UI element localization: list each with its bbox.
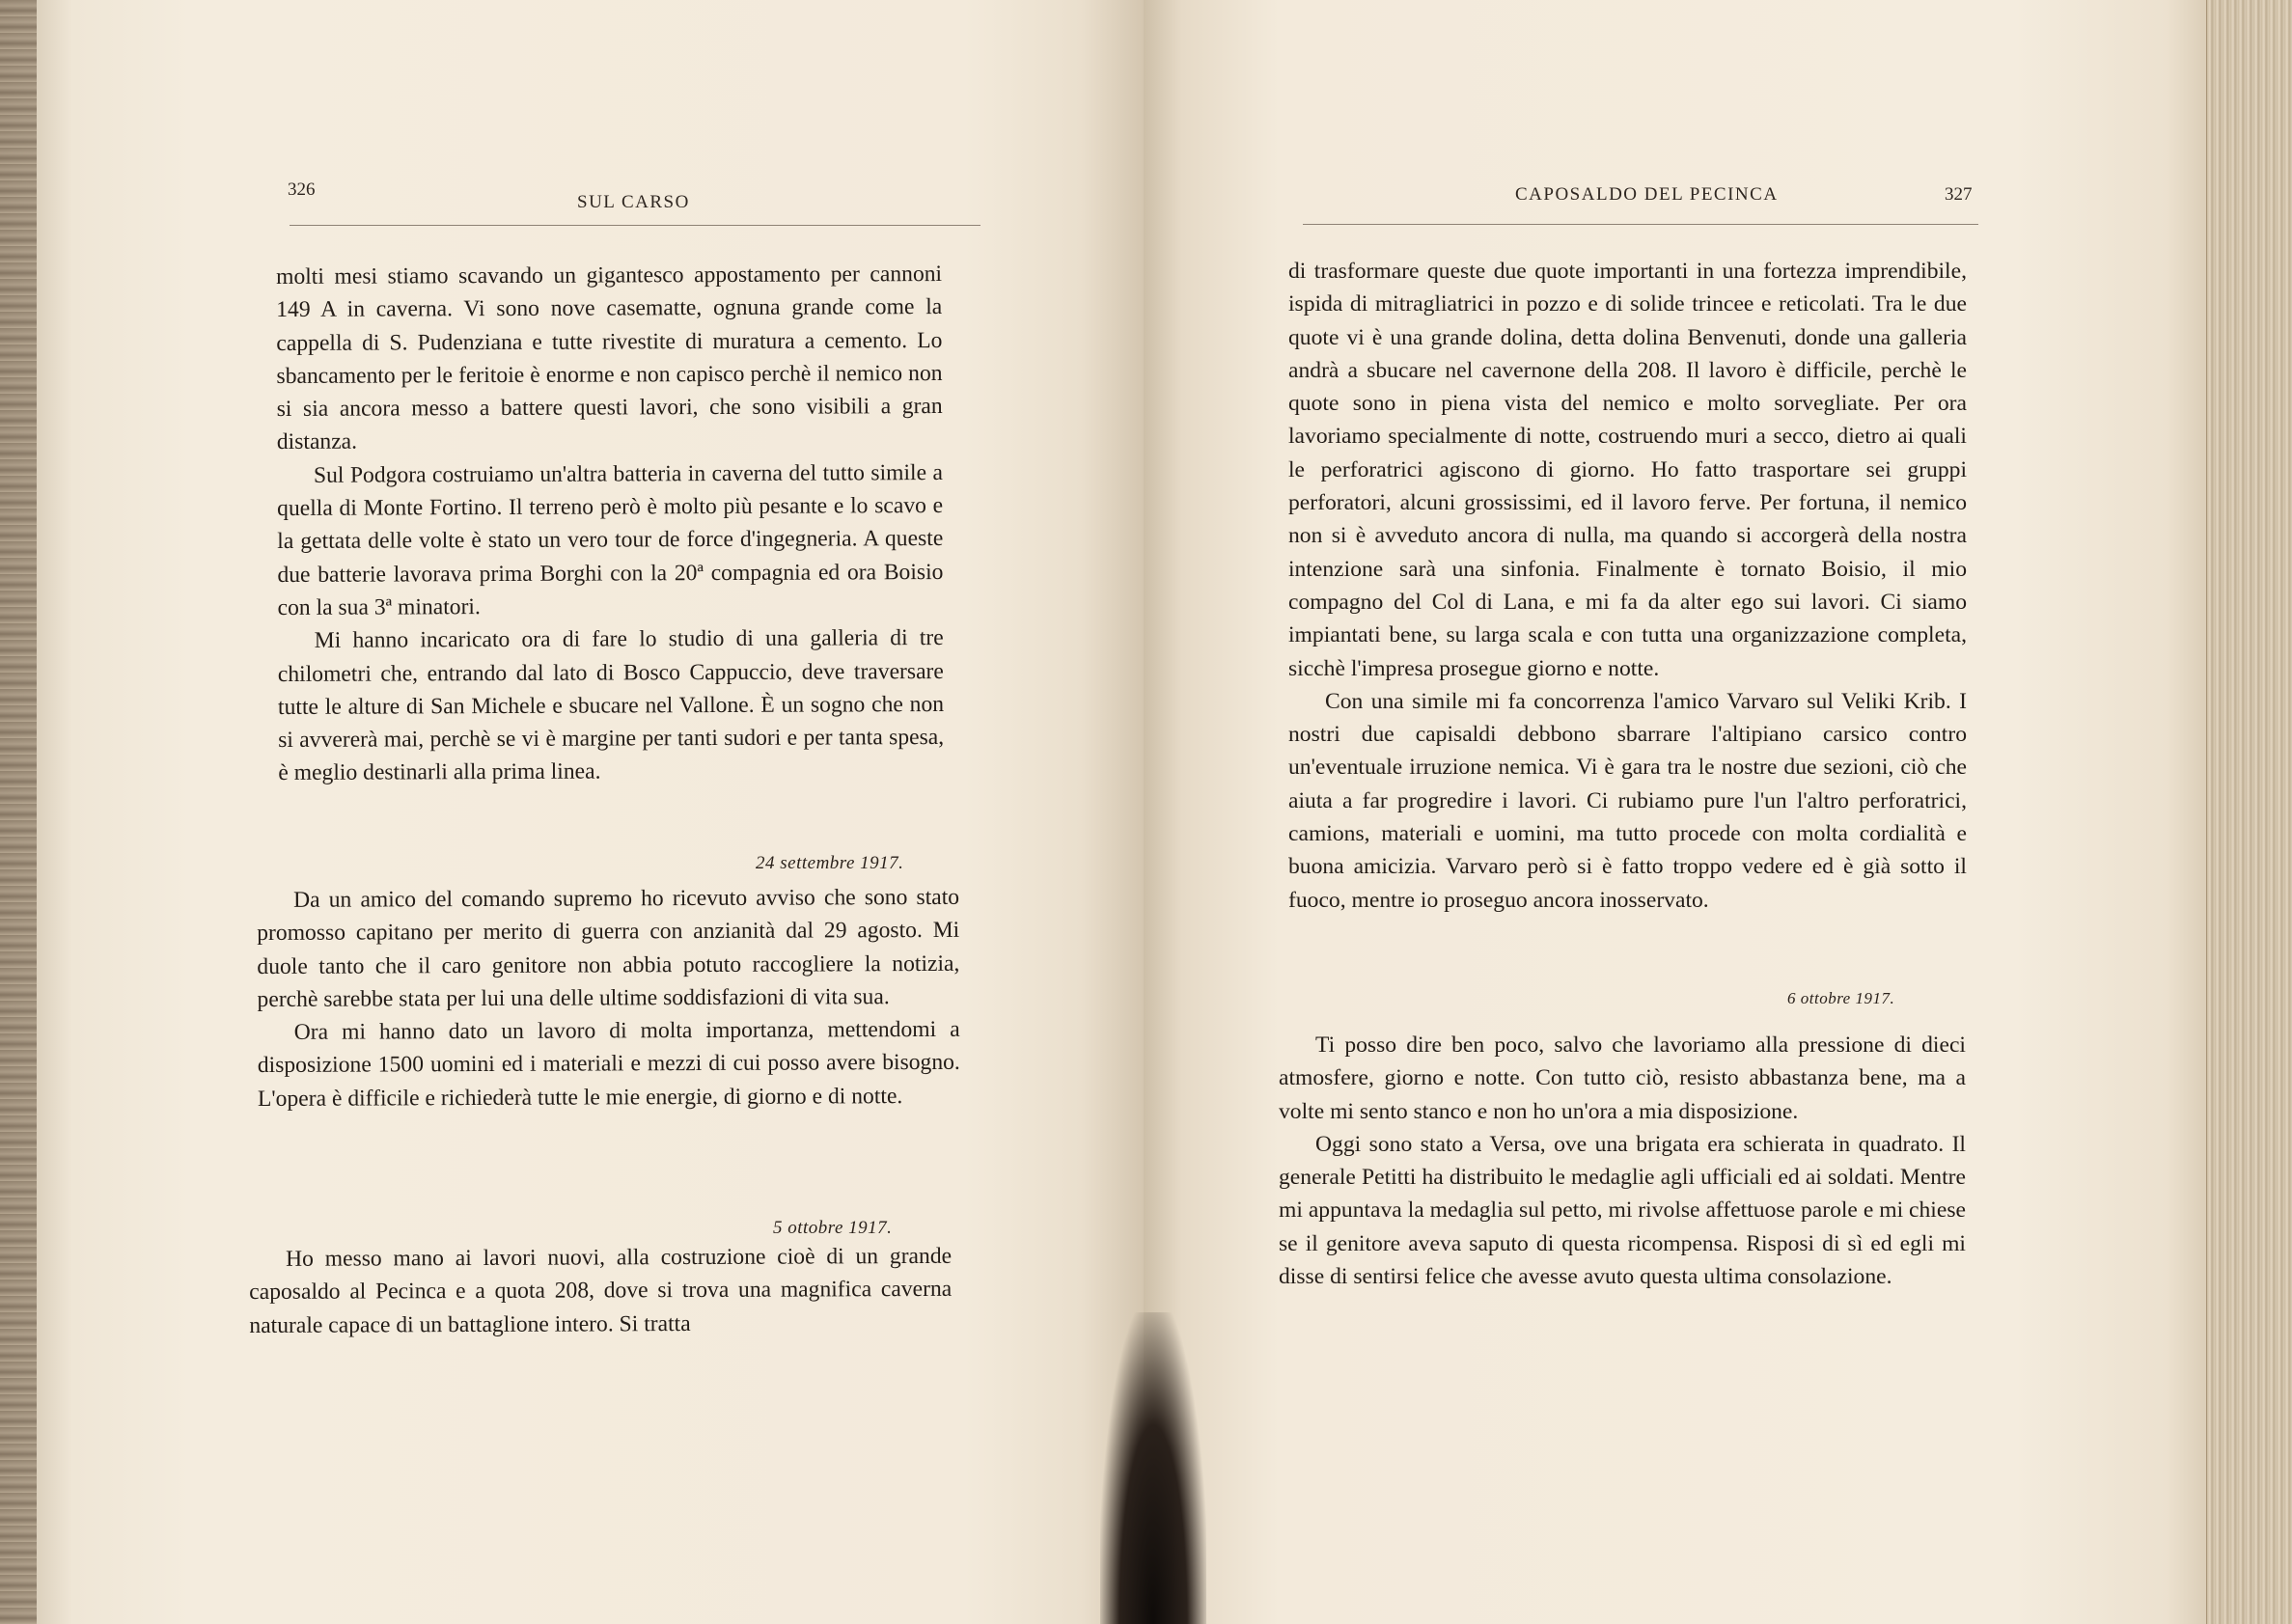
left-text-block-1 <box>276 258 944 790</box>
gutter-shadow <box>1100 1312 1206 1624</box>
left-page <box>0 0 1144 1624</box>
right-header-rule <box>1303 224 1978 225</box>
paragraph: Ho messo mano ai lavori nuovi, alla costruzione cioè di un grande caposaldo al Pecinca e a quota 208, dove si trova una magnifica caverna naturale capace di un battaglione intero. Si tratta <box>249 1243 953 1338</box>
left-page-number: 326 <box>288 179 316 200</box>
left-date-1: 24 settembre 1917. <box>756 853 904 873</box>
left-text-block-2 <box>257 881 960 1115</box>
right-date-1: 6 ottobre 1917. <box>1787 989 1895 1007</box>
left-binding-edge <box>0 0 37 1624</box>
right-text-block-2 <box>1279 1029 1966 1293</box>
right-page-number: 327 <box>1945 184 1973 205</box>
paragraph: Ora mi hanno dato un lavoro di molta importanza, mettendomi a disposizione 1500 uomini ed i materiali e mezzi di cui posso avere bisogno. L'opera è difficile e richiederà tutte le mie energie, di giorno e di notte. <box>257 1017 960 1112</box>
paragraph: Da un amico del comando supremo ho ricevuto avviso che sono stato promosso capitano per merito di guerra con anzianità dal 29 agosto. Mi duole tanto che il caro genitore non abbia potuto raccogliere la notizia, perchè sarebbe stata per lui una delle ultime soddisfazioni di vita sua. <box>257 884 960 1012</box>
left-text-block-3 <box>249 1240 952 1342</box>
left-header-rule <box>290 225 980 226</box>
paragraph: molti mesi stiamo scavando un gigantesco appostamento per cannoni 149 A in caverna. Vi sono nove casematte, ognuna grande come la cappella di S. Pudenziana e tutte rivestite di muratura a cemento. Lo sbancamento per le feritoie è enorme e non capisco perchè il nemico non si sia ancora messo a battere questi lavori, che sono visibili a gran distanza. <box>276 261 943 455</box>
paragraph: Ti posso dire ben poco, salvo che lavoriamo alla pressione di dieci atmosfere, giorno e notte. Con tutto ciò, resisto abbastanza bene, ma a volte mi sento stanco e non ho un'ora a mia disposizione. <box>1279 1032 1966 1124</box>
right-running-head: CAPOSALDO DEL PECINCA <box>1515 184 1779 205</box>
paragraph: Oggi sono stato a Versa, ove una brigata era schierata in quadrato. Il generale Petitti ha distribuito le medaglie agli ufficiali ed ai soldati. Mentre mi appuntava la medaglia sul petto, mi rivolse affettuose parole e mi chiese se il genitore aveva saputo di questa ricompensa. Risposi di sì ed egli mi disse di sentirsi felice che avesse avuto questa ultima consolazione. <box>1279 1131 1966 1290</box>
paragraph: Con una simile mi fa concorrenza l'amico Varvaro sul Veliki Krib. I nostri due capisaldi debbono sbarrare l'altipiano carsico contro un'eventuale irruzione nemica. Vi è gara tra le nostre due sezioni, ciò che aiuta a far progredire i lavori. Ci rubiamo pure l'un l'altro perforatrici, camions, materiali e uomini, ma tutto procede con molta cordialità e buona amicizia. Varvaro però si è fatto troppo vedere ed è già sotto il fuoco, mentre io proseguo ancora inosservato. <box>1288 688 1967 913</box>
right-text-block-1 <box>1288 255 1967 917</box>
left-date-2: 5 ottobre 1917. <box>773 1218 893 1238</box>
paragraph: di trasformare queste due quote importanti in una fortezza imprendibile, ispida di mitragliatrici in pozzo e di solide trincee e reticolati. Tra le due quote vi è una grande dolina, detta dolina Benvenuti, donde una galleria andrà a sbucare nel cavernone della 208. Il lavoro è difficile, perchè le quote sono in piena vista del nemico e molto sorvegliate. Per ora lavoriamo specialmente di notte, costruendo muri a secco, dietro ai quali le perforatrici agiscono di giorno. Ho fatto trasportare sei gruppi perforatori, alcuni grossissimi, ed il lavoro ferve. Per fortuna, il nemico non si è avveduto ancora di nulla, ma quando si accorgerà della nostra intenzione sarà una sinfonia. Finalmente è tornato Boisio, il mio compagno del Col di Lana, e mi fa da alter ego sui lavori. Ci siamo impiantati bene, su larga scala e con tutta una organizzazione completa, sicchè l'impresa prosegue giorno e notte. <box>1288 259 1967 681</box>
left-running-head: SUL CARSO <box>577 192 690 212</box>
right-page <box>1144 0 2292 1624</box>
paragraph: Mi hanno incaricato ora di fare lo studio di una galleria di tre chilometri che, entrando dal lato di Bosco Cappuccio, deve traversare tutte le alture di San Michele e sbucare nel Vallone. È un sogno che non si avvererà mai, perchè se vi è margine per tanti sudori e per tanta spesa, è meglio destinarli alla prima linea. <box>277 625 945 786</box>
paragraph: Sul Podgora costruiamo un'altra batteria in caverna del tutto simile a quella di Monte Fortino. Il terreno però è molto più pesante e lo scavo e la gettata delle volte è stato un vero tour de force d'ingegneria. A queste due batterie lavorava prima Borghi con la 20ª compagnia ed ora Boisio con la sua 3ª minatori. <box>277 459 944 620</box>
right-fore-edge <box>2206 0 2292 1624</box>
